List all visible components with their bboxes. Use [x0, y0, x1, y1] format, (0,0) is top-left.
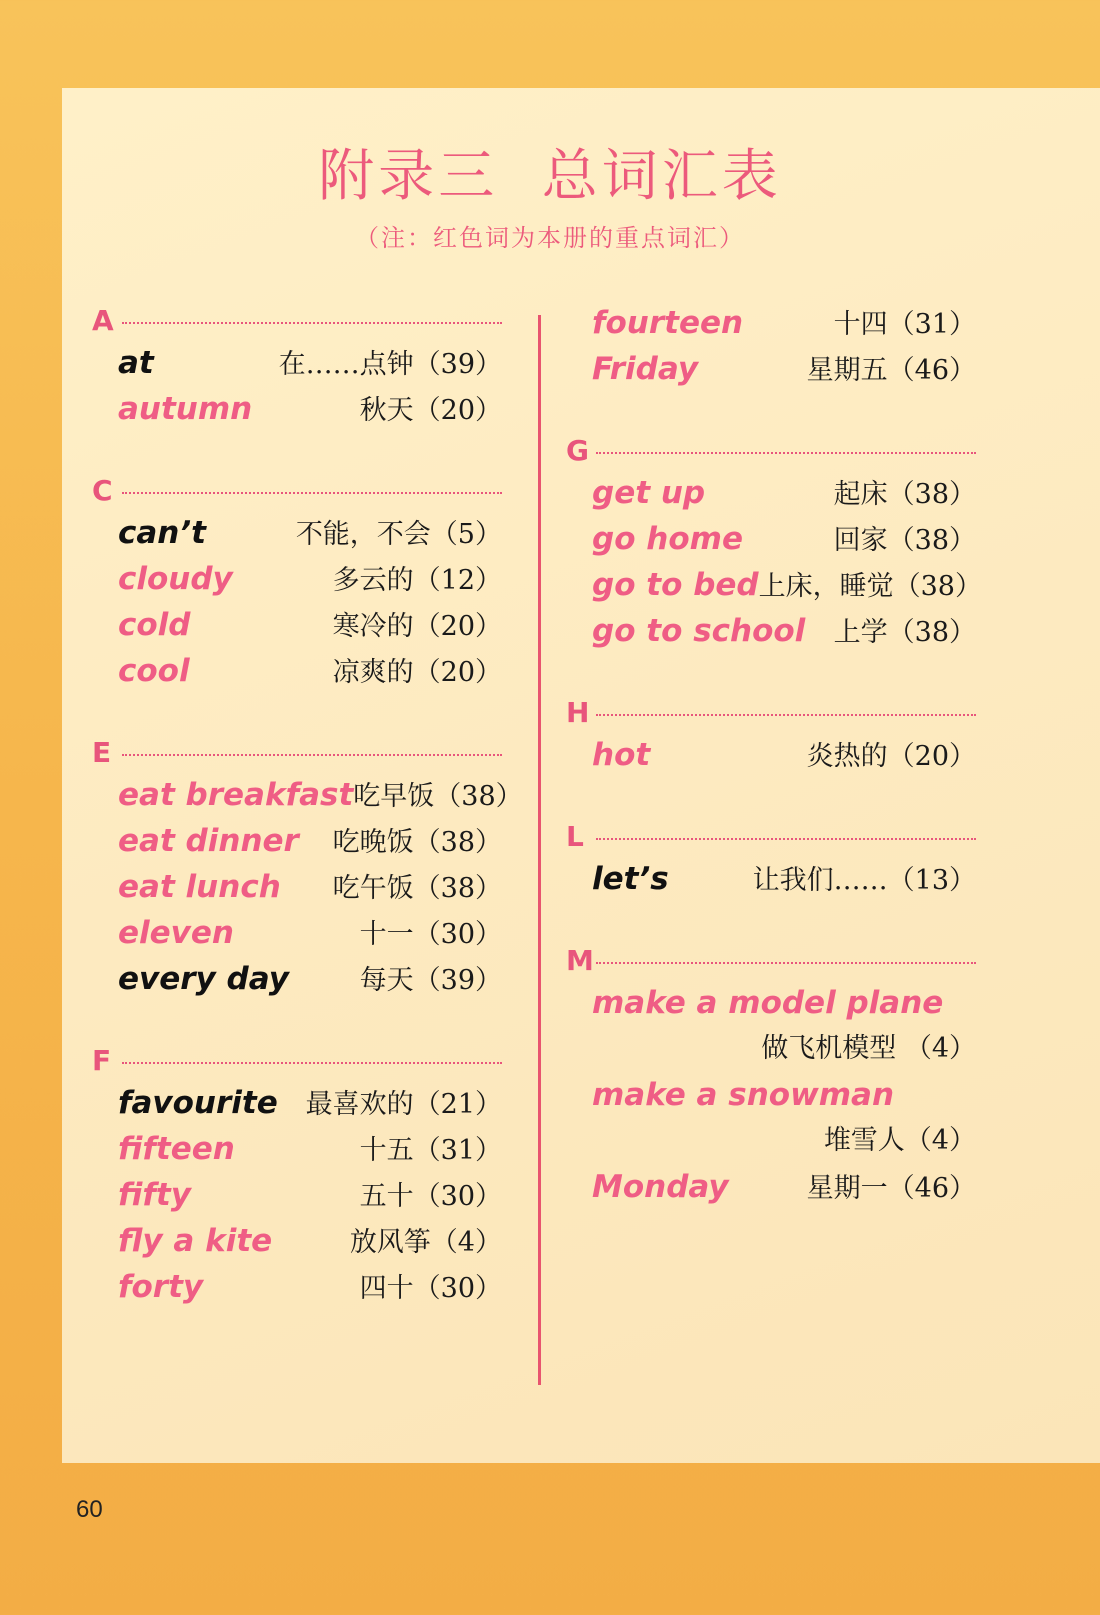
vocab-entry [92, 648, 502, 694]
section-header [92, 732, 502, 772]
dotted-rule [596, 452, 976, 454]
vocab-entry [566, 1164, 976, 1210]
vocab-entry [566, 980, 976, 1026]
vocab-entry [92, 602, 502, 648]
vocab-meaning: 星期一（46） [806, 1173, 976, 1204]
page-note: （注：红色词为本册的重点词汇） [355, 224, 745, 252]
vocab-meaning: 放风筝（4） [349, 1227, 502, 1258]
vocab-meaning: 星期五（46） [806, 355, 976, 386]
vocab-meaning: 做飞机模型 （4） [761, 1033, 976, 1064]
vocab-meaning: 十一（30） [359, 919, 502, 950]
vocab-word: go home [592, 521, 743, 557]
section-header [566, 816, 976, 856]
section-letter: G [566, 433, 589, 467]
vocab-section [92, 470, 502, 694]
vocab-word: let’s [592, 861, 669, 897]
vocab-meaning: 在……点钟（39） [278, 349, 502, 380]
dotted-rule [596, 962, 976, 964]
vocab-section [566, 430, 982, 654]
vocab-entry [92, 864, 502, 910]
section-letter: M [566, 943, 594, 977]
vocab-section [92, 300, 502, 432]
vocab-meaning: 让我们……（13） [752, 865, 976, 896]
section-letter: F [92, 1043, 112, 1077]
vocab-section [566, 300, 976, 392]
vocab-entry [566, 732, 976, 778]
vocab-word: Friday [592, 351, 699, 387]
vocab-word: make a model plane [592, 985, 944, 1021]
vocab-entry [566, 562, 982, 608]
vocab-section [92, 1040, 502, 1310]
section-header [92, 300, 502, 340]
vocab-meaning: 吃早饭（38） [353, 781, 523, 812]
dotted-rule [596, 714, 976, 716]
section-header [566, 940, 976, 980]
page-number: 60 [76, 1496, 103, 1523]
vocab-entry [92, 910, 502, 956]
section-header [566, 430, 976, 470]
vocab-entry [92, 818, 502, 864]
section-header [92, 470, 502, 510]
vocab-entry [92, 386, 502, 432]
vocab-entry [92, 1218, 502, 1264]
vocab-word: go to school [592, 613, 806, 649]
vocab-entry [566, 608, 976, 654]
vocab-word: fifty [118, 1177, 191, 1213]
vocab-word: make a snowman [592, 1077, 895, 1113]
vocab-entry [566, 1026, 976, 1072]
vocab-word: cloudy [118, 561, 233, 597]
vocab-word: can’t [118, 515, 206, 551]
vocab-entry [92, 1264, 502, 1310]
page-title: 附录三 总词汇表 [318, 144, 782, 209]
vocab-word: eat breakfast [118, 777, 354, 813]
vocab-entry [92, 1080, 502, 1126]
vocab-meaning: 十四（31） [833, 309, 976, 340]
vocab-word: at [118, 345, 154, 381]
vocab-section [566, 816, 976, 902]
vocab-meaning: 不能，不会（5） [295, 519, 502, 550]
vocab-entry [566, 1118, 976, 1164]
vocab-word: fly a kite [118, 1223, 273, 1259]
dotted-rule [122, 1062, 502, 1064]
vocab-word: go to bed [592, 567, 759, 603]
vocab-word: hot [592, 737, 651, 773]
vocab-word: eat dinner [118, 823, 299, 859]
vocab-entry [566, 516, 976, 562]
vocab-word: eleven [118, 915, 234, 951]
vocab-word: get up [592, 475, 706, 511]
vocab-entry [566, 470, 976, 516]
section-letter: L [566, 819, 584, 853]
right-column [566, 300, 982, 1248]
vocab-meaning: 最喜欢的（21） [305, 1089, 502, 1120]
vocab-meaning: 起床（38） [833, 479, 976, 510]
section-letter: E [92, 735, 112, 769]
vocab-word: fifteen [118, 1131, 235, 1167]
vocab-entry [92, 1126, 502, 1172]
vocab-word: favourite [118, 1085, 278, 1121]
vocab-meaning: 凉爽的（20） [332, 657, 502, 688]
vocab-word: every day [118, 961, 289, 997]
dotted-rule [122, 492, 502, 494]
vocab-entry [92, 556, 502, 602]
vocab-entry [566, 856, 976, 902]
vocab-word: forty [118, 1269, 204, 1305]
dotted-rule [122, 322, 502, 324]
vocab-meaning: 上床，睡觉（38） [758, 571, 982, 602]
left-column [92, 300, 523, 1348]
vocab-word: cold [118, 607, 191, 643]
vocab-meaning: 堆雪人（4） [823, 1125, 976, 1156]
vocab-entry [566, 1072, 976, 1118]
vocab-meaning: 多云的（12） [332, 565, 502, 596]
vocab-entry [92, 956, 502, 1002]
vocab-word: cool [118, 653, 190, 689]
section-letter: H [566, 695, 590, 729]
section-letter: A [92, 303, 114, 337]
section-letter: C [92, 473, 113, 507]
vocab-word: Monday [592, 1169, 729, 1205]
vocab-entry [92, 340, 502, 386]
vocab-meaning: 五十（30） [359, 1181, 502, 1212]
vocab-meaning: 十五（31） [359, 1135, 502, 1166]
vocab-entry [566, 300, 976, 346]
vocab-entry [92, 1172, 502, 1218]
vocab-entry [92, 772, 523, 818]
column-divider [538, 315, 541, 1385]
vocab-section [92, 732, 523, 1002]
vocab-meaning: 吃午饭（38） [332, 873, 502, 904]
vocab-section [566, 940, 976, 1210]
section-header [566, 692, 976, 732]
dotted-rule [596, 838, 976, 840]
vocab-meaning: 四十（30） [359, 1273, 502, 1304]
vocab-meaning: 寒冷的（20） [332, 611, 502, 642]
vocab-section [566, 692, 976, 778]
vocab-meaning: 吃晚饭（38） [332, 827, 502, 858]
dotted-rule [122, 754, 502, 756]
vocab-word: autumn [118, 391, 253, 427]
section-header [92, 1040, 502, 1080]
vocab-entry [92, 510, 502, 556]
vocab-meaning: 炎热的（20） [806, 741, 976, 772]
vocab-word: eat lunch [118, 869, 281, 905]
vocab-word: fourteen [592, 305, 744, 341]
vocab-meaning: 秋天（20） [359, 395, 502, 426]
vocab-entry [566, 346, 976, 392]
vocab-meaning: 每天（39） [359, 965, 502, 996]
vocab-meaning: 回家（38） [833, 525, 976, 556]
vocab-meaning: 上学（38） [833, 617, 976, 648]
